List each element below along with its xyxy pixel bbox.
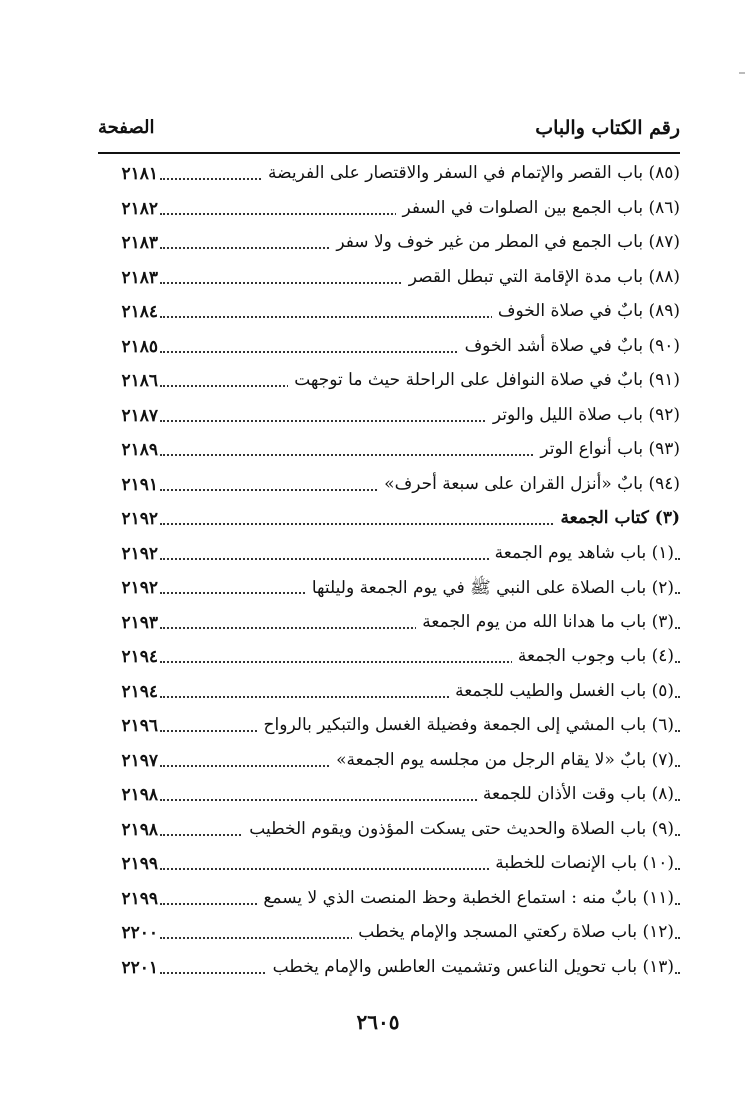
entry-title: (٩٣) باب أنواع الوتر [534,439,680,459]
toc-entry [98,574,680,609]
entry-title: (٦) باب المشي إلى الجمعة وفضيلة الغسل والتبكير بالرواح [258,715,674,735]
toc-entry [98,264,680,299]
entry-title: (٩٤) بابٌ «أنزل القران على سبعة أحرف» [378,474,680,494]
entry-page-number: ٢٢٠٠ [121,923,158,943]
entry-page-number: ٢١٨٣ [121,267,158,288]
entry-page-number: ٢١٩٦ [121,716,158,736]
entry-title: (٥) باب الغسل والطيب للجمعة [449,681,674,701]
entry-title: (٤) باب وجوب الجمعة [512,646,674,666]
entry-title: (٨٧) باب الجمع في المطر من غير خوف ولا سفر [330,232,680,252]
entry-page-number: ٢١٩٢ [121,543,158,564]
entry-page-number: ٢١٩١ [121,474,158,495]
toc-entry [98,816,680,851]
toc-entry [98,195,680,230]
toc-entry [98,747,680,782]
toc-entry [98,609,680,644]
entry-title: (٩١) بابٌ في صلاة النوافل على الراحلة حيث ما توجهت [288,370,680,390]
toc-entry [98,436,680,471]
entry-page-number: ٢١٨١ [121,164,158,184]
entry-page-number: ٢١٩٧ [121,750,158,771]
entry-page-number: ٢١٨٩ [121,440,158,460]
entry-page-number: ٢١٩٤ [121,647,158,667]
entry-title: (١) باب شاهد يوم الجمعة [489,543,674,563]
entry-title: (١١) بابٌ منه : استماع الخطبة وحظ المنصت الذي لا يسمع [257,888,674,908]
entry-title: (١٢) باب صلاة ركعتي المسجد والإمام يخطب [352,922,674,942]
entry-title: (٢) باب الصلاة على النبي ﷺ في يوم الجمعة وليلتها [306,577,674,602]
entry-title: (٣) باب ما هدانا الله من يوم الجمعة [416,612,674,632]
entry-page-number: ٢١٩٨ [121,819,158,840]
toc-entry [98,333,680,368]
toc-entry [98,781,680,816]
entry-page-number: ٢١٨٣ [121,233,158,253]
toc-entry [98,678,680,713]
entry-page-number: ٢١٩٩ [121,854,158,874]
entry-page-number: ٢١٩٤ [121,681,158,702]
entry-page-number: ٢١٨٤ [121,302,158,322]
toc-entry [98,229,680,264]
entry-title: (٩٠) بابٌ في صلاة أشد الخوف [459,336,680,356]
toc-entry [98,850,680,885]
page-number: ٢٦٠٥ [356,1010,400,1034]
entry-title: (٨٥) باب القصر والإتمام في السفر والاقتصار على الفريضة [262,163,680,183]
entry-title: (٧) بابٌ «لا يقام الرجل من مجلسه يوم الجمعة» [330,750,674,770]
entry-page-number: ٢١٨٧ [121,405,158,426]
toc-entry [98,402,680,437]
entry-title: (٩) باب الصلاة والحديث حتى يسكت المؤذون ويقوم الخطيب [243,819,674,839]
entry-title: (٨) باب وقت الأذان للجمعة [477,784,674,804]
entry-page-number: ٢١٨٦ [121,371,158,391]
entry-page-number: ٢١٩٩ [121,888,158,909]
entry-title: (١٣) باب تحويل الناعس وتشميت العاطس والإمام يخطب [267,957,674,977]
entry-title: (٨٩) بابٌ في صلاة الخوف [492,301,680,321]
toc-entry [98,367,680,402]
toc-entry [98,919,680,954]
entry-page-number: ٢١٨٥ [121,336,158,357]
toc-book-entry [98,505,680,540]
toc-entry [98,160,680,195]
entry-title: (٨٨) باب مدة الإقامة التي تبطل القصر [403,267,680,287]
entry-page-number: ٢٢٠١ [121,957,158,978]
entry-title: (٩٢) باب صلاة الليل والوتر [487,405,680,425]
toc-entry [98,540,680,575]
margin-mark [739,72,745,74]
entry-page-number: ٢١٩٨ [121,785,158,805]
header-book-chapter-label: رقم الكتاب والباب [535,117,680,139]
header-page-label: الصفحة [98,117,155,138]
entry-page-number: ٢١٩٢ [121,509,158,529]
toc-entry [98,885,680,920]
entry-page-number: ٢١٨٢ [121,198,158,219]
toc-entry [98,298,680,333]
toc-entry [98,954,680,989]
entry-title: (١٠) باب الإنصات للخطبة [489,853,674,873]
entry-page-number: ٢١٩٣ [121,612,158,633]
toc-entry [98,643,680,678]
entry-title: (٣) كتاب الجمعة [555,508,681,528]
entry-page-number: ٢١٩٢ [121,578,158,598]
toc-entry [98,471,680,506]
toc-entry [98,712,680,747]
table-of-contents [98,160,680,988]
toc-header [98,112,680,154]
entry-title: (٨٦) باب الجمع بين الصلوات في السفر [396,198,680,218]
